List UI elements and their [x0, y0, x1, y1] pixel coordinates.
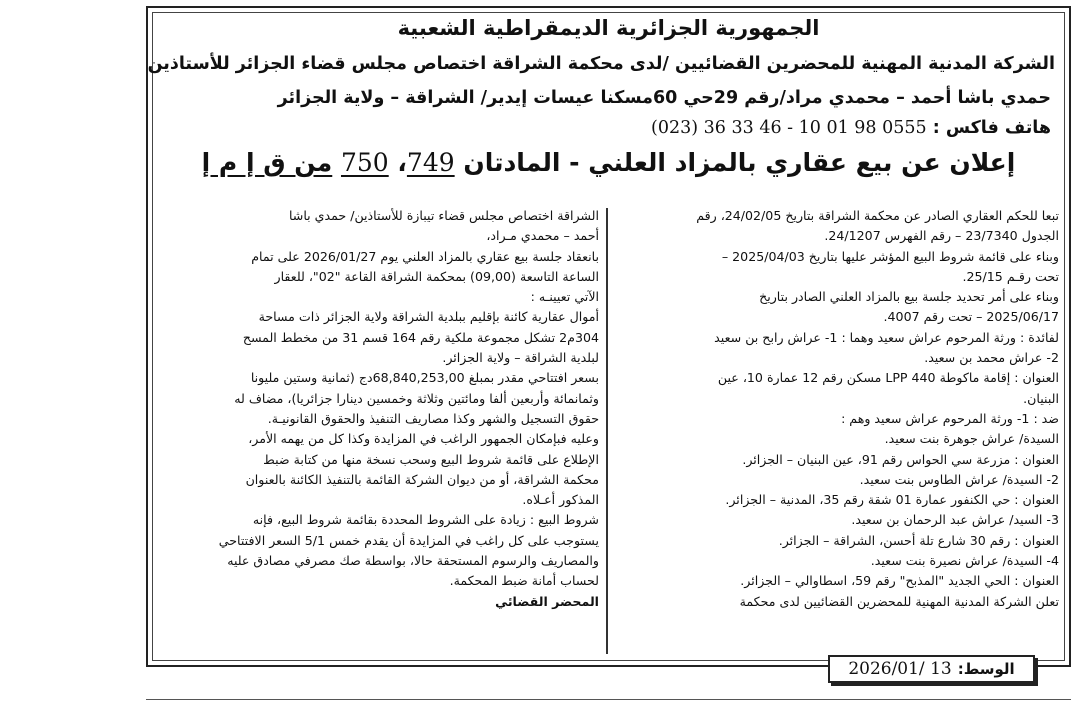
right-line: العنوان : إقامة ماكوطة LPP 440 مسكن رقم 12 عمارة 10، عين — [717, 370, 1059, 386]
bottom-rule — [146, 699, 1071, 700]
company-address: حمدي باشا أحمد – محمدي مراد/رقم 29حي 60مسكنا عيسات إيدير/ الشراقة – ولاية الجزائر — [277, 88, 1051, 108]
phone-numbers: (023) 36 33 46 - 10 01 98 0555 — [651, 118, 927, 138]
title-article-2: 750 — [340, 148, 389, 177]
left-line: أموال عقارية كائنة بإقليم ببلدية الشراقة ولاية الجزائر ذات مساحة — [258, 309, 599, 325]
right-line: وبناء على قائمة شروط البيع المؤشر عليها بتاريخ 2025/04/03 – — [721, 248, 1059, 264]
right-line: 2- عراش محمد بن سعيد. — [924, 350, 1059, 366]
bailiff-signature: المحضر القضائي — [495, 593, 599, 609]
left-line: لحساب أمانة ضبط المحكمة. — [449, 573, 599, 589]
right-line: وبناء على أمر تحديد جلسة بيع بالمزاد العلني الصادر بتاريخ — [759, 289, 1059, 305]
left-line: الساعة التاسعة (09,00) بمحكمة الشراقة القاعة "02"، للعقار — [274, 268, 599, 284]
left-line: الشراقة اختصاص مجلس قضاء تيبازة للأستاذين/ حمدي باشا — [288, 208, 599, 223]
publication-date: 2026/01/ 13 — [848, 659, 952, 679]
right-line: العنوان : مزرعة سي الحواس رقم 91، عين البنيان – الجزائر. — [742, 451, 1059, 467]
right-line: ضد : 1- ورثة المرحوم عراش سعيد وهم : — [841, 410, 1059, 426]
left-line: شروط البيع : زيادة على الشروط المحددة بقائمة شروط البيع، فإنه — [252, 512, 599, 528]
newspaper-label: الوسط: — [957, 660, 1015, 678]
republic-heading: الجمهورية الجزائرية الديمقراطية الشعبية — [397, 16, 820, 40]
right-line: 3- السيد/ عراش عبد الرحمان بن سعيد. — [851, 512, 1059, 528]
left-line: المذكور أعـلاه. — [522, 492, 599, 508]
left-line: بانعقاد جلسة بيع عقاري بالمزاد العلني يوم 2026/01/27 على تمام — [251, 248, 599, 264]
right-line: السيدة/ عراش جوهرة بنت سعيد. — [884, 431, 1059, 447]
left-line: يستوجب على كل راغب في المزايدة أن يقدم خمس 5/1 السعر الافتتاحي — [218, 532, 599, 548]
right-line: الجدول 23/7340 – رقم الفهرس 24/1207. — [824, 228, 1059, 244]
company-heading: الشركة المدنية المهنية للمحضرين القضائيين /لدى محكمة الشراقة اختصاص مجلس قضاء الجزائر للأستاذين — [147, 54, 1055, 74]
phone-line — [651, 118, 1051, 138]
title-suffix: من ق إ م إ — [201, 148, 333, 177]
left-column — [159, 206, 599, 612]
left-line: والمصاريف والرسوم المستحقة حالا، بواسطة صك مصرفي مصادق عليه — [227, 553, 599, 569]
right-line: تحت رقـم 25/15. — [962, 268, 1059, 284]
right-line: تبعا للحكم العقاري الصادر عن محكمة الشراقة بتاريخ 24/02/05، رقم — [696, 208, 1059, 223]
right-line: 4- السيدة/ عراش نصيرة بنت سعيد. — [870, 553, 1059, 569]
left-line: 304م2 تشكل مجموعة ملكية رقم 164 قسم 31 من مخطط المسح — [242, 329, 599, 345]
right-line: لفائدة : ورثة المرحوم عراش سعيد وهما : 1- عراش رابح بن سعيد — [714, 329, 1059, 345]
right-line: تعلن الشركة المدنية المهنية للمحضرين القضائيين لدى محكمة — [739, 593, 1059, 609]
left-line: بسعر افتتاحي مقدر بمبلغ 68,840,253,00دج (ثمانية وستين مليونا — [250, 370, 599, 386]
right-line: العنوان : الحي الجديد "المذبح" رقم 59، اسطاوالي – الجزائر. — [740, 573, 1059, 589]
left-line: الإطلاع على قائمة شروط البيع وسحب نسخة منها من كتابة ضبط — [263, 451, 599, 467]
title-separator: ، — [397, 148, 407, 177]
right-column — [616, 206, 1059, 612]
title-prefix: إعلان عن بيع عقاري بالمزاد العلني - المادتان — [463, 148, 1016, 177]
left-line: الآتي تعيينـه : — [530, 289, 599, 305]
left-line: وعليه فبإمكان الجمهور الراغب في المزايدة وكذا كل من يهمه الأمر، — [248, 431, 599, 447]
left-line: محكمة الشراقة، أو من ديوان الشركة القائمة بالتنفيذ الكائنة بالعنوان — [245, 471, 599, 487]
left-line: حقوق التسجيل والشهر وكذا مصاريف التنفيذ والحقوق القانونيـة. — [267, 410, 599, 426]
left-line: لبلدية الشراقة – ولاية الجزائر. — [442, 350, 599, 366]
right-line: 2025/06/17 – تحت رقم 4007. — [883, 309, 1059, 325]
left-line: وثمانمائة وأربعين ألفا ومائتين وثلاثة وخمسين دينارا جزائريا)، مضاف له — [234, 390, 599, 406]
column-divider — [606, 208, 608, 654]
phone-label: هاتف فاكس : — [932, 118, 1051, 138]
right-line: العنوان : رقم 30 شارع تلة أحسن، الشراقة – الجزائر. — [778, 532, 1059, 548]
right-line: العنوان : حي الكنفور عمارة 01 شقة رقم 35، المدنية – الجزائر. — [725, 492, 1059, 508]
publication-date-box — [828, 655, 1035, 683]
right-line: 2- السيدة/ عراش الطاوس بنت سعيد. — [859, 471, 1059, 487]
legal-notice — [146, 6, 1071, 667]
right-line: البنيان. — [1023, 390, 1059, 406]
notice-title — [148, 148, 1069, 177]
title-article-1: 749 — [406, 148, 455, 177]
left-line: أحمد – محمدي مـراد، — [486, 228, 599, 244]
